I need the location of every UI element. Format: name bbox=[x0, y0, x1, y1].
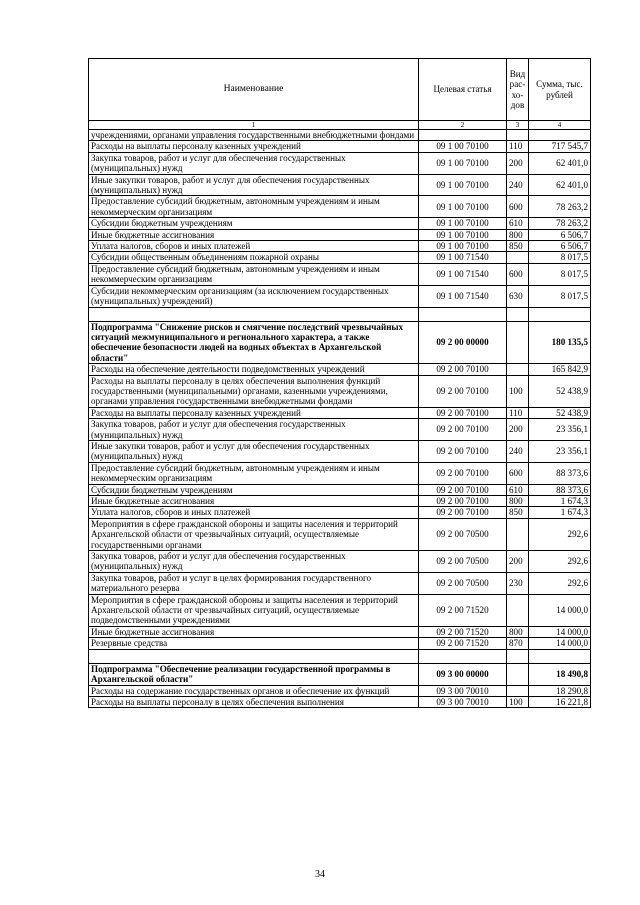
cell-type: 100 bbox=[507, 696, 529, 707]
cell-name: Иные закупки товаров, работ и услуг для обеспечения государственных (муниципальных) нужд bbox=[89, 440, 419, 462]
cell-name: Иные бюджетные ассигнования bbox=[89, 496, 419, 507]
cell-code: 09 1 00 70100 bbox=[419, 196, 507, 218]
cell-sum: 18 490,8 bbox=[529, 663, 591, 685]
cell-name: Расходы на выплаты персоналу казенных учреждений bbox=[89, 141, 419, 152]
column-number-row bbox=[89, 121, 591, 130]
cell-code: 09 2 00 70100 bbox=[419, 507, 507, 518]
table-row bbox=[89, 375, 591, 407]
cell-sum: 14 000,0 bbox=[529, 638, 591, 649]
cell-name: Расходы на обеспечение деятельности подведомственных учреждений bbox=[89, 364, 419, 375]
cell-sum: 14 000,0 bbox=[529, 594, 591, 626]
cell-sum: 62 401,0 bbox=[529, 152, 591, 174]
table-row bbox=[89, 685, 591, 696]
cell-code: 09 1 00 70100 bbox=[419, 229, 507, 240]
cell-type bbox=[507, 649, 529, 663]
cell-type: 240 bbox=[507, 174, 529, 196]
cell-sum: 62 401,0 bbox=[529, 174, 591, 196]
table-row bbox=[89, 130, 591, 141]
spacer-row bbox=[89, 307, 591, 321]
cell-type bbox=[507, 685, 529, 696]
cell-name: Иные бюджетные ассигнования bbox=[89, 626, 419, 637]
cell-sum: 8 017,5 bbox=[529, 252, 591, 263]
cell-name: Предоставление субсидий бюджетным, автономным учреждениям и иным некоммерческим организациям bbox=[89, 263, 419, 285]
spacer-row bbox=[89, 649, 591, 663]
cell-name: Субсидии некоммерческим организациям (за исключением государственных (муниципальных) учреждений) bbox=[89, 285, 419, 307]
cell-code: 09 2 00 70500 bbox=[419, 572, 507, 594]
cell-sum: 16 221,8 bbox=[529, 696, 591, 707]
cell-name: Закупка товаров, работ и услуг в целях формирования государственного материального резерва bbox=[89, 572, 419, 594]
table-row bbox=[89, 484, 591, 495]
cell-code: 09 2 00 70100 bbox=[419, 407, 507, 418]
cell-code: 09 2 00 70500 bbox=[419, 551, 507, 573]
cell-sum: 6 506,7 bbox=[529, 229, 591, 240]
cell-code: 09 3 00 70010 bbox=[419, 685, 507, 696]
cell-type: 100 bbox=[507, 375, 529, 407]
cell-sum: 8 017,5 bbox=[529, 263, 591, 285]
cell-code: 09 2 00 70100 bbox=[419, 496, 507, 507]
cell-name: Расходы на выплаты персоналу в целях обеспечения выполнения bbox=[89, 696, 419, 707]
cell-code bbox=[419, 130, 507, 141]
cell-code: 09 2 00 70100 bbox=[419, 462, 507, 484]
column-number: 1 bbox=[89, 121, 419, 130]
table-row bbox=[89, 594, 591, 626]
table-row bbox=[89, 196, 591, 218]
table-row bbox=[89, 440, 591, 462]
table-row bbox=[89, 229, 591, 240]
cell-type: 870 bbox=[507, 638, 529, 649]
column-number: 3 bbox=[507, 121, 529, 130]
cell-type: 110 bbox=[507, 407, 529, 418]
cell-sum: 78 263,2 bbox=[529, 196, 591, 218]
cell-code: 09 1 00 71540 bbox=[419, 252, 507, 263]
column-header-type: Вид рас-хо-дов bbox=[507, 59, 529, 121]
cell-sum: 14 000,0 bbox=[529, 626, 591, 637]
table-row bbox=[89, 141, 591, 152]
table-row bbox=[89, 407, 591, 418]
cell-name: Субсидии общественным объединениям пожарной охраны bbox=[89, 252, 419, 263]
cell-code: 09 1 00 70100 bbox=[419, 174, 507, 196]
table-row bbox=[89, 507, 591, 518]
column-header-code: Целевая статья bbox=[419, 59, 507, 121]
cell-code bbox=[419, 307, 507, 321]
cell-type: 600 bbox=[507, 462, 529, 484]
cell-type bbox=[507, 252, 529, 263]
cell-sum: 6 506,7 bbox=[529, 241, 591, 252]
page-number: 34 bbox=[315, 869, 325, 880]
cell-name: Мероприятия в сфере гражданской обороны и защиты населения и территорий Архангельской области от чрезвычайных ситуаций, осуществляемые государственными органами bbox=[89, 518, 419, 550]
cell-sum: 23 356,1 bbox=[529, 440, 591, 462]
cell-sum: 78 263,2 bbox=[529, 218, 591, 229]
cell-sum: 8 017,5 bbox=[529, 285, 591, 307]
cell-type bbox=[507, 130, 529, 141]
cell-type: 800 bbox=[507, 229, 529, 240]
table-row bbox=[89, 626, 591, 637]
cell-name: Уплата налогов, сборов и иных платежей bbox=[89, 507, 419, 518]
cell-type bbox=[507, 663, 529, 685]
cell-name: Расходы на выплаты персоналу казенных учреждений bbox=[89, 407, 419, 418]
cell-type bbox=[507, 518, 529, 550]
budget-table bbox=[88, 58, 591, 708]
cell-sum: 52 438,9 bbox=[529, 407, 591, 418]
cell-code: 09 1 00 70100 bbox=[419, 241, 507, 252]
cell-sum: 292,6 bbox=[529, 551, 591, 573]
cell-type bbox=[507, 594, 529, 626]
cell-code: 09 1 00 70100 bbox=[419, 218, 507, 229]
cell-code: 09 2 00 71520 bbox=[419, 594, 507, 626]
cell-code: 09 1 00 70100 bbox=[419, 141, 507, 152]
cell-type: 800 bbox=[507, 496, 529, 507]
cell-code bbox=[419, 649, 507, 663]
table-row bbox=[89, 572, 591, 594]
cell-type: 200 bbox=[507, 419, 529, 441]
cell-name: Предоставление субсидий бюджетным, автономным учреждениям и иным некоммерческим организациям bbox=[89, 462, 419, 484]
cell-name bbox=[89, 649, 419, 663]
cell-name: Иные бюджетные ассигнования bbox=[89, 229, 419, 240]
table-row bbox=[89, 496, 591, 507]
table-row bbox=[89, 518, 591, 550]
cell-type bbox=[507, 321, 529, 364]
budget-table-body bbox=[89, 59, 591, 708]
cell-code: 09 2 00 00000 bbox=[419, 321, 507, 364]
table-row bbox=[89, 364, 591, 375]
cell-name: Иные закупки товаров, работ и услуг для обеспечения государственных (муниципальных) нужд bbox=[89, 174, 419, 196]
cell-name: Субсидии бюджетным учреждениям bbox=[89, 484, 419, 495]
column-header-name: Наименование bbox=[89, 59, 419, 121]
cell-name: Закупка товаров, работ и услуг для обеспечения государственных (муниципальных) нужд bbox=[89, 551, 419, 573]
cell-name: Подпрограмма "Снижение рисков и смягчение последствий чрезвычайных ситуаций межмуниципального и регионального характера, а также обеспечение безопасности людей на водных объектах в Архангельской области" bbox=[89, 321, 419, 364]
cell-sum: 1 674,3 bbox=[529, 496, 591, 507]
cell-sum: 88 373,6 bbox=[529, 484, 591, 495]
cell-type: 240 bbox=[507, 440, 529, 462]
cell-type: 200 bbox=[507, 152, 529, 174]
cell-code: 09 2 00 70100 bbox=[419, 375, 507, 407]
cell-type: 230 bbox=[507, 572, 529, 594]
table-row bbox=[89, 174, 591, 196]
cell-name: Субсидии бюджетным учреждениям bbox=[89, 218, 419, 229]
cell-sum: 1 674,3 bbox=[529, 507, 591, 518]
cell-sum: 88 373,6 bbox=[529, 462, 591, 484]
cell-type: 610 bbox=[507, 218, 529, 229]
cell-type: 610 bbox=[507, 484, 529, 495]
table-row bbox=[89, 252, 591, 263]
column-number: 4 bbox=[529, 121, 591, 130]
table-row bbox=[89, 696, 591, 707]
table-row bbox=[89, 152, 591, 174]
cell-sum: 23 356,1 bbox=[529, 419, 591, 441]
cell-name: Резервные средства bbox=[89, 638, 419, 649]
table-row bbox=[89, 638, 591, 649]
cell-name: учреждениями, органами управления государственными внебюджетными фондами bbox=[89, 130, 419, 141]
cell-sum bbox=[529, 130, 591, 141]
cell-code: 09 2 00 70100 bbox=[419, 364, 507, 375]
cell-name: Мероприятия в сфере гражданской обороны и защиты населения и территорий Архангельской области от чрезвычайных ситуаций, осуществляемые подведомственными учреждениями bbox=[89, 594, 419, 626]
table-row bbox=[89, 419, 591, 441]
cell-sum: 292,6 bbox=[529, 518, 591, 550]
cell-code: 09 3 00 70010 bbox=[419, 696, 507, 707]
cell-name: Закупка товаров, работ и услуг для обеспечения государственных (муниципальных) нужд bbox=[89, 152, 419, 174]
cell-type: 200 bbox=[507, 551, 529, 573]
cell-name: Расходы на выплаты персоналу в целях обеспечения выполнения функций государственными (муниципальными) органами, казенными учреждениями, органами управления государственными внебюджетными фондами bbox=[89, 375, 419, 407]
table-row bbox=[89, 551, 591, 573]
subprogram-row bbox=[89, 663, 591, 685]
cell-code: 09 2 00 70100 bbox=[419, 419, 507, 441]
cell-code: 09 2 00 70100 bbox=[419, 440, 507, 462]
cell-name bbox=[89, 307, 419, 321]
cell-type: 850 bbox=[507, 241, 529, 252]
cell-name: Предоставление субсидий бюджетным, автономным учреждениям и иным некоммерческим организациям bbox=[89, 196, 419, 218]
cell-code: 09 2 00 70100 bbox=[419, 484, 507, 495]
cell-code: 09 2 00 70500 bbox=[419, 518, 507, 550]
cell-code: 09 3 00 00000 bbox=[419, 663, 507, 685]
column-header-sum: Сумма, тыс. рублей bbox=[529, 59, 591, 121]
cell-sum: 165 842,9 bbox=[529, 364, 591, 375]
cell-sum: 180 135,5 bbox=[529, 321, 591, 364]
cell-type: 800 bbox=[507, 626, 529, 637]
table-row bbox=[89, 462, 591, 484]
cell-sum bbox=[529, 307, 591, 321]
cell-code: 09 1 00 71540 bbox=[419, 263, 507, 285]
column-number: 2 bbox=[419, 121, 507, 130]
cell-sum: 18 290,8 bbox=[529, 685, 591, 696]
cell-type: 600 bbox=[507, 196, 529, 218]
subprogram-row bbox=[89, 321, 591, 364]
cell-type: 110 bbox=[507, 141, 529, 152]
table-header-row bbox=[89, 59, 591, 121]
cell-sum: 717 545,7 bbox=[529, 141, 591, 152]
cell-sum: 52 438,9 bbox=[529, 375, 591, 407]
table-row bbox=[89, 285, 591, 307]
cell-type bbox=[507, 364, 529, 375]
cell-code: 09 2 00 71520 bbox=[419, 626, 507, 637]
cell-code: 09 1 00 70100 bbox=[419, 152, 507, 174]
cell-sum bbox=[529, 649, 591, 663]
cell-code: 09 1 00 71540 bbox=[419, 285, 507, 307]
cell-name: Расходы на содержание государственных органов и обеспечение их функций bbox=[89, 685, 419, 696]
cell-type: 850 bbox=[507, 507, 529, 518]
table-row bbox=[89, 241, 591, 252]
cell-name: Закупка товаров, работ и услуг для обеспечения государственных (муниципальных) нужд bbox=[89, 419, 419, 441]
cell-type bbox=[507, 307, 529, 321]
cell-type: 600 bbox=[507, 263, 529, 285]
cell-name: Уплата налогов, сборов и иных платежей bbox=[89, 241, 419, 252]
cell-type: 630 bbox=[507, 285, 529, 307]
cell-name: Подпрограмма "Обеспечение реализации государственной программы в Архангельской области" bbox=[89, 663, 419, 685]
cell-sum: 292,6 bbox=[529, 572, 591, 594]
cell-code: 09 2 00 71520 bbox=[419, 638, 507, 649]
table-row bbox=[89, 218, 591, 229]
table-row bbox=[89, 263, 591, 285]
